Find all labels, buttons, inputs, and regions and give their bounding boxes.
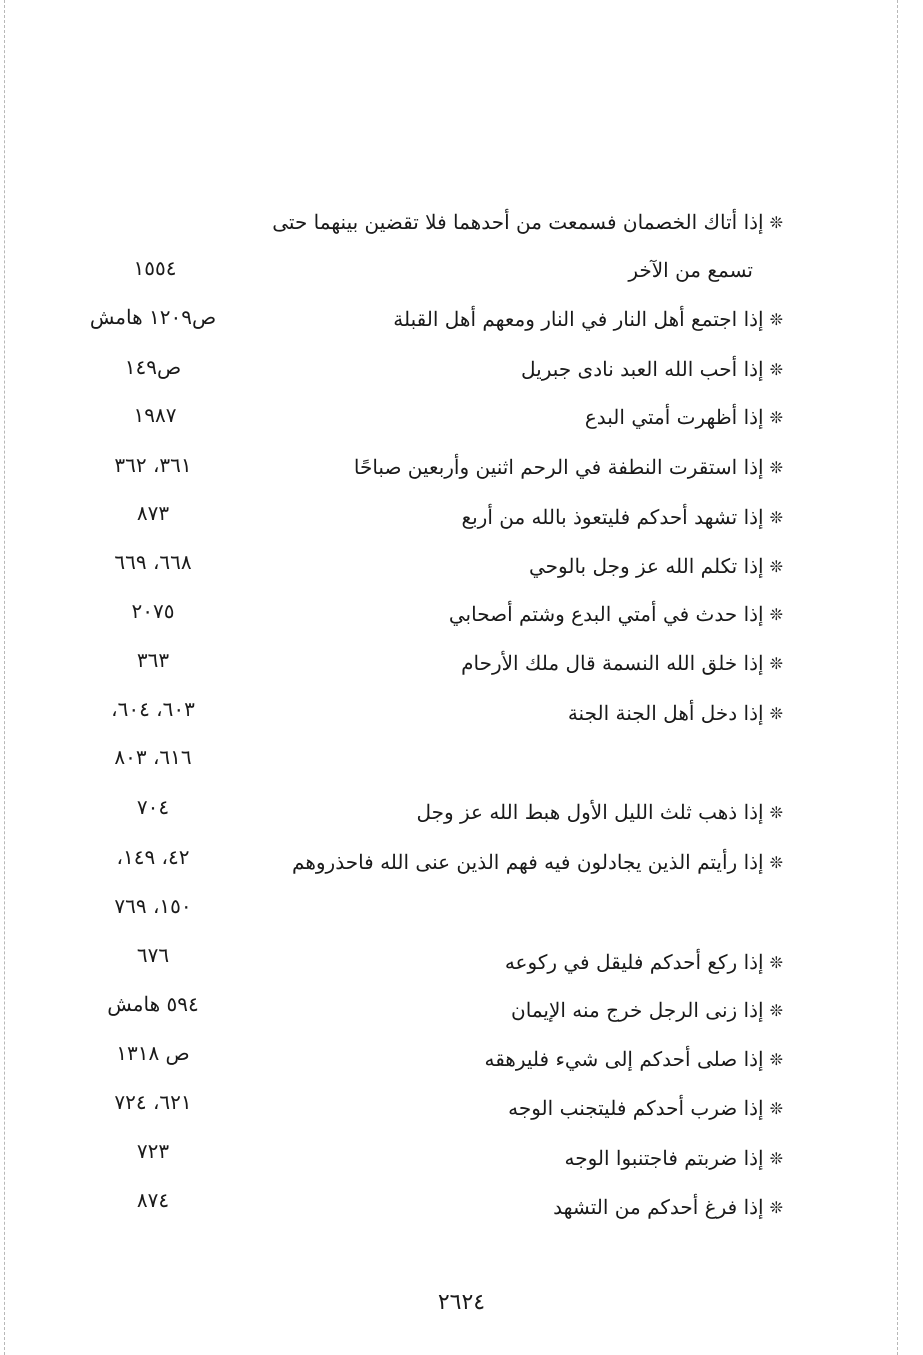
entry-text: إذا استقرت النطفة في الرحم اثنين وأربعين صباحًا <box>353 455 764 479</box>
reference-number: ص ١٣١٨ <box>116 1041 190 1065</box>
reference-number: ص١٤٩ <box>124 355 182 379</box>
scan-margin-line <box>4 0 5 1355</box>
star-bullet-icon: ❊ <box>769 1099 783 1118</box>
reference-number: ص١٢٠٩ هامش <box>89 305 217 329</box>
entry-text: إذا ضرب أحدكم فليتجنب الوجه <box>508 1096 764 1120</box>
star-bullet-icon: ❊ <box>769 853 783 872</box>
entry-text: إذا دخل أهل الجنة الجنة <box>567 701 764 725</box>
entry-text: تسمع من الآخر <box>628 258 753 282</box>
entry-text: إذا خلق الله النسمة قال ملك الأرحام <box>461 651 764 675</box>
entry-text: إذا أحب الله العبد نادى جبريل <box>521 357 764 381</box>
entry-text: إذا صلى أحدكم إلى شيء فليرهقه <box>484 1047 764 1071</box>
hadith-entry <box>564 1145 783 1172</box>
star-bullet-icon: ❊ <box>769 1198 783 1217</box>
reference-number: ٦١٦، ٨٠٣ <box>114 745 192 769</box>
star-bullet-icon: ❊ <box>769 213 783 232</box>
star-bullet-icon: ❊ <box>769 1149 783 1168</box>
reference-number: ٣٦١، ٣٦٢ <box>114 453 192 477</box>
hadith-entry <box>484 1046 783 1073</box>
hadith-entry <box>461 504 783 531</box>
entry-text: إذا رأيتم الذين يجادلون فيه فهم الذين عنى الله فاحذروهم <box>292 850 764 874</box>
star-bullet-icon: ❊ <box>769 605 783 624</box>
hadith-entry <box>568 700 783 727</box>
reference-number: ١٥٥٤ <box>133 256 177 280</box>
reference-number: ٦٠٣، ٦٠٤، <box>111 697 195 721</box>
star-bullet-icon: ❊ <box>769 310 783 329</box>
star-bullet-icon: ❊ <box>769 408 783 427</box>
page-number: ٢٦٢٤ <box>437 1290 486 1315</box>
entry-text: إذا حدث في أمتي البدع وشتم أصحابي <box>448 602 764 626</box>
hadith-entry <box>529 553 783 580</box>
entry-text: إذا تشهد أحدكم فليتعوذ بالله من أربع <box>461 505 764 529</box>
star-bullet-icon: ❊ <box>769 704 783 723</box>
hadith-entry <box>354 454 783 481</box>
star-bullet-icon: ❊ <box>769 803 783 822</box>
hadith-entry <box>505 949 783 976</box>
reference-number: ٤٢، ١٤٩، <box>116 845 190 869</box>
hadith-entry <box>508 1095 783 1122</box>
hadith-entry-continuation <box>628 257 753 283</box>
reference-number: ٦٧٦ <box>136 943 170 967</box>
hadith-entry <box>393 306 783 333</box>
star-bullet-icon: ❊ <box>769 360 783 379</box>
entry-text: إذا أظهرت أمتي البدع <box>584 405 764 429</box>
entry-text: إذا تكلم الله عز وجل بالوحي <box>528 554 764 578</box>
reference-number: ٨٧٤ <box>136 1188 170 1212</box>
hadith-entry <box>272 209 783 236</box>
reference-number: ١٥٠، ٧٦٩ <box>114 894 192 918</box>
entry-text: إذا زنى الرجل خرج منه الإيمان <box>511 998 764 1022</box>
entry-text: إذا ركع أحدكم فليقل في ركوعه <box>504 950 764 974</box>
reference-number: ٢٠٧٥ <box>131 599 175 623</box>
entry-text: إذا اجتمع أهل النار في النار ومعهم أهل القبلة <box>393 307 764 331</box>
hadith-entry <box>511 997 783 1024</box>
reference-number: ٣٦٣ <box>136 648 170 672</box>
hadith-entry <box>292 849 783 876</box>
reference-number: ٧٢٣ <box>136 1139 170 1163</box>
entry-text: إذا ذهب ثلث الليل الأول هبط الله عز وجل <box>416 800 764 824</box>
reference-number: ١٩٨٧ <box>133 403 177 427</box>
hadith-entry <box>461 650 783 677</box>
hadith-entry <box>416 799 783 826</box>
scan-margin-line <box>897 0 898 1355</box>
reference-number: ٨٧٣ <box>136 501 170 525</box>
hadith-entry <box>585 404 783 431</box>
hadith-entry <box>553 1194 783 1221</box>
star-bullet-icon: ❊ <box>769 1050 783 1069</box>
star-bullet-icon: ❊ <box>769 654 783 673</box>
entry-text: إذا فرغ أحدكم من التشهد <box>553 1195 764 1219</box>
star-bullet-icon: ❊ <box>769 557 783 576</box>
reference-number: ٦٦٨، ٦٦٩ <box>114 550 192 574</box>
reference-number: ٥٩٤ هامش <box>107 992 199 1016</box>
entry-text: إذا أتاك الخصمان فسمعت من أحدهما فلا تقضين بينهما حتى <box>272 210 764 234</box>
reference-number: ٦٢١، ٧٢٤ <box>114 1090 192 1114</box>
entry-text: إذا ضربتم فاجتنبوا الوجه <box>564 1146 764 1170</box>
star-bullet-icon: ❊ <box>769 458 783 477</box>
star-bullet-icon: ❊ <box>769 1001 783 1020</box>
star-bullet-icon: ❊ <box>769 508 783 527</box>
reference-number: ٧٠٤ <box>136 795 170 819</box>
hadith-entry <box>521 356 783 383</box>
star-bullet-icon: ❊ <box>769 953 783 972</box>
hadith-entry <box>449 601 783 628</box>
